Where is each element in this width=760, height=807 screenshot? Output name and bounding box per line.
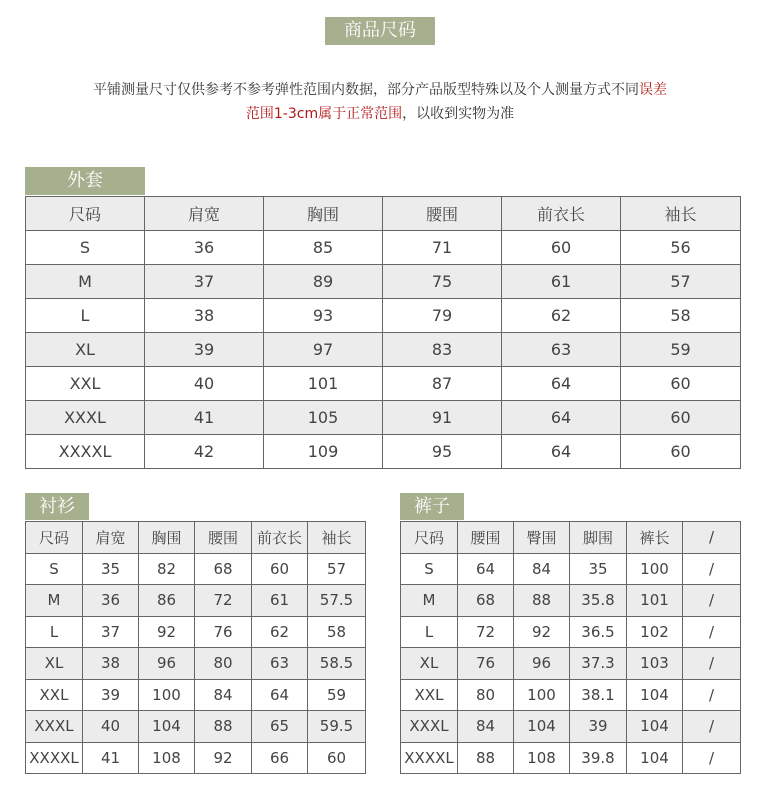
column-header: 尺码: [26, 197, 145, 231]
measurement-cell: 36: [83, 585, 139, 617]
table-row: [401, 679, 741, 711]
size-cell: XL: [26, 333, 145, 367]
measurement-cell: /: [683, 616, 741, 648]
measurement-cell: 102: [627, 616, 683, 648]
table-row: [26, 401, 741, 435]
size-cell: XXXXL: [401, 742, 458, 774]
column-header: 肩宽: [83, 522, 139, 554]
measurement-cell: 62: [252, 616, 308, 648]
measurement-cell: 38: [83, 648, 139, 680]
column-header: 裤长: [627, 522, 683, 554]
note-warning: 误差: [639, 82, 667, 98]
measurement-cell: 64: [502, 401, 621, 435]
column-header: 腰围: [458, 522, 514, 554]
column-header: 胸围: [139, 522, 195, 554]
table-row: [26, 585, 366, 617]
table-row: [401, 711, 741, 743]
table-row: [26, 367, 741, 401]
measurement-cell: 40: [145, 367, 264, 401]
table-row: [26, 742, 366, 774]
measurement-cell: 108: [514, 742, 570, 774]
note-text: ，以收到实物为准: [402, 106, 515, 122]
size-cell: L: [401, 616, 458, 648]
measurement-cell: 71: [383, 231, 502, 265]
table-row: [401, 585, 741, 617]
table-row: [401, 648, 741, 680]
measurement-cell: 58: [621, 299, 741, 333]
measurement-cell: 60: [621, 367, 741, 401]
measurement-cell: 82: [139, 553, 195, 585]
size-cell: S: [401, 553, 458, 585]
note-warning: 范围1-3cm属于正常范围: [245, 106, 403, 122]
measurement-cell: 62: [502, 299, 621, 333]
table-header-row: [26, 522, 366, 554]
measurement-cell: 60: [308, 742, 366, 774]
measurement-cell: 95: [383, 435, 502, 469]
column-header: 尺码: [26, 522, 83, 554]
table-row: [26, 616, 366, 648]
table-row: [26, 679, 366, 711]
measurement-cell: 92: [514, 616, 570, 648]
coat-size-table: [25, 196, 741, 469]
measurement-cell: 79: [383, 299, 502, 333]
measurement-cell: 103: [627, 648, 683, 680]
measurement-cell: 100: [514, 679, 570, 711]
measurement-cell: 35: [83, 553, 139, 585]
measurement-cell: 35.8: [570, 585, 627, 617]
measurement-cell: 37.3: [570, 648, 627, 680]
table-row: [26, 553, 366, 585]
size-cell: XL: [26, 648, 83, 680]
measurement-cell: 72: [458, 616, 514, 648]
size-cell: S: [26, 231, 145, 265]
column-header: 前衣长: [252, 522, 308, 554]
measurement-cell: 42: [145, 435, 264, 469]
measurement-cell: 63: [502, 333, 621, 367]
measurement-cell: 86: [139, 585, 195, 617]
measurement-cell: 89: [264, 265, 383, 299]
measurement-cell: /: [683, 679, 741, 711]
measurement-cell: 61: [252, 585, 308, 617]
measurement-cell: 84: [514, 553, 570, 585]
measurement-cell: 75: [383, 265, 502, 299]
measurement-cell: 92: [139, 616, 195, 648]
measurement-cell: 60: [621, 401, 741, 435]
measurement-cell: 60: [502, 231, 621, 265]
size-cell: L: [26, 616, 83, 648]
size-cell: M: [26, 265, 145, 299]
measurement-cell: 68: [195, 553, 252, 585]
measurement-cell: 39: [83, 679, 139, 711]
measurement-cell: /: [683, 711, 741, 743]
pants-section-label: 裤子: [400, 493, 464, 520]
measurement-cell: 91: [383, 401, 502, 435]
measurement-cell: 93: [264, 299, 383, 333]
column-header: /: [683, 522, 741, 554]
measurement-cell: 87: [383, 367, 502, 401]
measurement-cell: 100: [139, 679, 195, 711]
measurement-cell: 39: [145, 333, 264, 367]
measurement-cell: 59.5: [308, 711, 366, 743]
size-cell: M: [26, 585, 83, 617]
measurement-cell: 72: [195, 585, 252, 617]
size-cell: XXXL: [401, 711, 458, 743]
size-cell: M: [401, 585, 458, 617]
table-row: [26, 333, 741, 367]
size-note-line1: [0, 80, 760, 100]
measurement-cell: 65: [252, 711, 308, 743]
column-header: 脚围: [570, 522, 627, 554]
measurement-cell: 37: [145, 265, 264, 299]
measurement-cell: 96: [514, 648, 570, 680]
measurement-cell: 57.5: [308, 585, 366, 617]
measurement-cell: /: [683, 742, 741, 774]
measurement-cell: 58: [308, 616, 366, 648]
measurement-cell: 38: [145, 299, 264, 333]
measurement-cell: 100: [627, 553, 683, 585]
measurement-cell: 64: [502, 435, 621, 469]
measurement-cell: 101: [627, 585, 683, 617]
size-cell: XXL: [26, 367, 145, 401]
size-cell: XL: [401, 648, 458, 680]
measurement-cell: 104: [627, 711, 683, 743]
measurement-cell: 57: [308, 553, 366, 585]
column-header: 袖长: [621, 197, 741, 231]
measurement-cell: 35: [570, 553, 627, 585]
measurement-cell: /: [683, 553, 741, 585]
measurement-cell: 80: [195, 648, 252, 680]
measurement-cell: 36: [145, 231, 264, 265]
measurement-cell: 88: [458, 742, 514, 774]
measurement-cell: 64: [502, 367, 621, 401]
measurement-cell: 56: [621, 231, 741, 265]
size-cell: XXL: [401, 679, 458, 711]
column-header: 腰围: [383, 197, 502, 231]
measurement-cell: 63: [252, 648, 308, 680]
note-text: 平铺测量尺寸仅供参考不参考弹性范围内数据，部分产品版型特殊以及个人测量方式不同: [93, 82, 639, 98]
column-header: 前衣长: [502, 197, 621, 231]
page-title: 商品尺码: [325, 17, 435, 45]
measurement-cell: 58.5: [308, 648, 366, 680]
shirt-size-table: [25, 521, 366, 774]
measurement-cell: 104: [139, 711, 195, 743]
measurement-cell: 88: [195, 711, 252, 743]
column-header: 胸围: [264, 197, 383, 231]
table-row: [401, 742, 741, 774]
measurement-cell: 59: [621, 333, 741, 367]
table-row: [401, 616, 741, 648]
measurement-cell: 104: [514, 711, 570, 743]
size-cell: XXL: [26, 679, 83, 711]
measurement-cell: 88: [514, 585, 570, 617]
column-header: 尺码: [401, 522, 458, 554]
size-cell: L: [26, 299, 145, 333]
table-row: [26, 231, 741, 265]
measurement-cell: 101: [264, 367, 383, 401]
size-cell: S: [26, 553, 83, 585]
measurement-cell: 83: [383, 333, 502, 367]
shirt-section-label: 衬衫: [25, 493, 89, 520]
measurement-cell: 40: [83, 711, 139, 743]
measurement-cell: 76: [458, 648, 514, 680]
size-cell: XXXL: [26, 711, 83, 743]
table-row: [26, 265, 741, 299]
measurement-cell: 38.1: [570, 679, 627, 711]
measurement-cell: 39.8: [570, 742, 627, 774]
column-header: 袖长: [308, 522, 366, 554]
measurement-cell: 109: [264, 435, 383, 469]
table-header-row: [26, 197, 741, 231]
measurement-cell: /: [683, 648, 741, 680]
table-row: [26, 299, 741, 333]
measurement-cell: 39: [570, 711, 627, 743]
column-header: 臀围: [514, 522, 570, 554]
measurement-cell: 85: [264, 231, 383, 265]
measurement-cell: 105: [264, 401, 383, 435]
table-row: [26, 711, 366, 743]
column-header: 肩宽: [145, 197, 264, 231]
measurement-cell: 64: [458, 553, 514, 585]
measurement-cell: 104: [627, 679, 683, 711]
measurement-cell: 84: [458, 711, 514, 743]
measurement-cell: 57: [621, 265, 741, 299]
measurement-cell: 41: [83, 742, 139, 774]
measurement-cell: 92: [195, 742, 252, 774]
size-cell: XXXXL: [26, 742, 83, 774]
measurement-cell: 84: [195, 679, 252, 711]
size-cell: XXXL: [26, 401, 145, 435]
measurement-cell: 64: [252, 679, 308, 711]
table-header-row: [401, 522, 741, 554]
pants-size-table: [400, 521, 741, 774]
measurement-cell: 97: [264, 333, 383, 367]
size-cell: XXXXL: [26, 435, 145, 469]
measurement-cell: /: [683, 585, 741, 617]
measurement-cell: 80: [458, 679, 514, 711]
measurement-cell: 66: [252, 742, 308, 774]
measurement-cell: 41: [145, 401, 264, 435]
measurement-cell: 108: [139, 742, 195, 774]
table-row: [26, 435, 741, 469]
table-row: [401, 553, 741, 585]
measurement-cell: 61: [502, 265, 621, 299]
measurement-cell: 68: [458, 585, 514, 617]
measurement-cell: 36.5: [570, 616, 627, 648]
measurement-cell: 37: [83, 616, 139, 648]
measurement-cell: 104: [627, 742, 683, 774]
measurement-cell: 76: [195, 616, 252, 648]
measurement-cell: 96: [139, 648, 195, 680]
measurement-cell: 60: [621, 435, 741, 469]
measurement-cell: 60: [252, 553, 308, 585]
column-header: 腰围: [195, 522, 252, 554]
table-row: [26, 648, 366, 680]
measurement-cell: 59: [308, 679, 366, 711]
size-note-line2: [0, 104, 760, 124]
coat-section-label: 外套: [25, 167, 145, 195]
